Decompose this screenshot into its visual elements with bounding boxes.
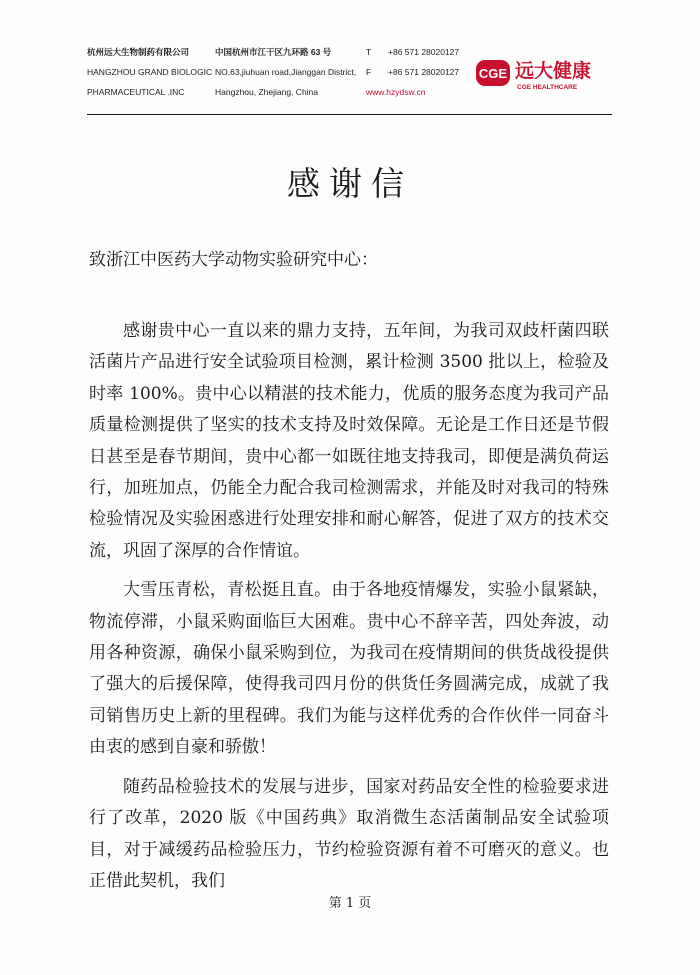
body-paragraph-3: 随药品检验技术的发展与进步，国家对药品安全性的检验要求进行了改革，2020 版《中国药典》取消微生态活菌制品安全试验项目，对于减缓药品检验压力，节约检验资源有着不可磨灭的意义。也正借此契机，我们 bbox=[89, 776, 609, 891]
logo-en: CGE HEALTHCARE bbox=[517, 84, 578, 91]
letter-body bbox=[89, 316, 609, 905]
fax-number: +86 571 28020127 bbox=[388, 67, 460, 77]
address-en-line1: NO.63,jiuhuan road,Jianggan District, bbox=[215, 67, 357, 77]
telephone-number: +86 571 28020127 bbox=[388, 47, 460, 57]
letterhead-divider bbox=[87, 114, 612, 115]
logo-cn: 远大健康 bbox=[515, 60, 592, 82]
telephone-label: T bbox=[366, 47, 372, 57]
contact-block bbox=[366, 42, 459, 102]
body-paragraph-2: 大雪压青松，青松挺且直。由于各地疫情爆发，实验小鼠紧缺，物流停滞，小鼠采购面临巨大困难。贵中心不辞辛苦，四处奔波，动用各种资源，确保小鼠采购到位，为我司在疫情期间的供货战役提供了强大的后援保障，使得我司四月份的供货任务圆满完成，成就了我司销售历史上新的里程碑。我们为能与这样优秀的合作伙伴一同奋斗由衷的感到自豪和骄傲！ bbox=[89, 580, 609, 758]
telephone-line bbox=[366, 42, 459, 62]
body-paragraph-1: 感谢贵中心一直以来的鼎力支持，五年间，为我司双歧杆菌四联活菌片产品进行安全试验项目检测，累计检测 3500 批以上，检验及时率 100%。贵中心以精湛的技术能力，优质的服务态度为我司产品质量检测提供了坚实的技术支持及时效保障。无论是工作日还是节假日甚至是春节期间，贵中心都一如既往地支持我司，即便是满负荷运行，加班加点，仍能全力配合我司检测需求，并能及时对我司的特殊检验情况及实验困惑进行处理安排和耐心解答，促进了双方的技术交流，巩固了深厚的合作情谊。 bbox=[89, 321, 609, 561]
cge-healthcare-logo bbox=[476, 54, 606, 94]
fax-label: F bbox=[366, 67, 372, 77]
address-en-line2: Hangzhou, Zhejiang, China bbox=[215, 87, 319, 97]
letter-salutation: 致浙江中医药大学动物实验研究中心： bbox=[89, 250, 378, 270]
company-name-en-line2: PHARMACEUTICAL .INC bbox=[87, 87, 185, 97]
logo-abbr: CGE bbox=[478, 66, 508, 81]
company-name-block bbox=[87, 42, 212, 102]
page-number: 第 1 页 bbox=[328, 896, 372, 911]
address-cn: 中国杭州市江干区九环路 63 号 bbox=[215, 47, 332, 57]
company-address-block bbox=[215, 42, 356, 102]
website-link[interactable]: www.hzydsw.cn bbox=[366, 87, 426, 97]
company-name-cn: 杭州远大生物制药有限公司 bbox=[87, 47, 190, 57]
letterhead bbox=[0, 0, 700, 120]
company-name-en-line1: HANGZHOU GRAND BIOLOGIC bbox=[87, 67, 213, 77]
letter-title: 感谢信 bbox=[287, 164, 413, 203]
fax-line bbox=[366, 62, 459, 82]
